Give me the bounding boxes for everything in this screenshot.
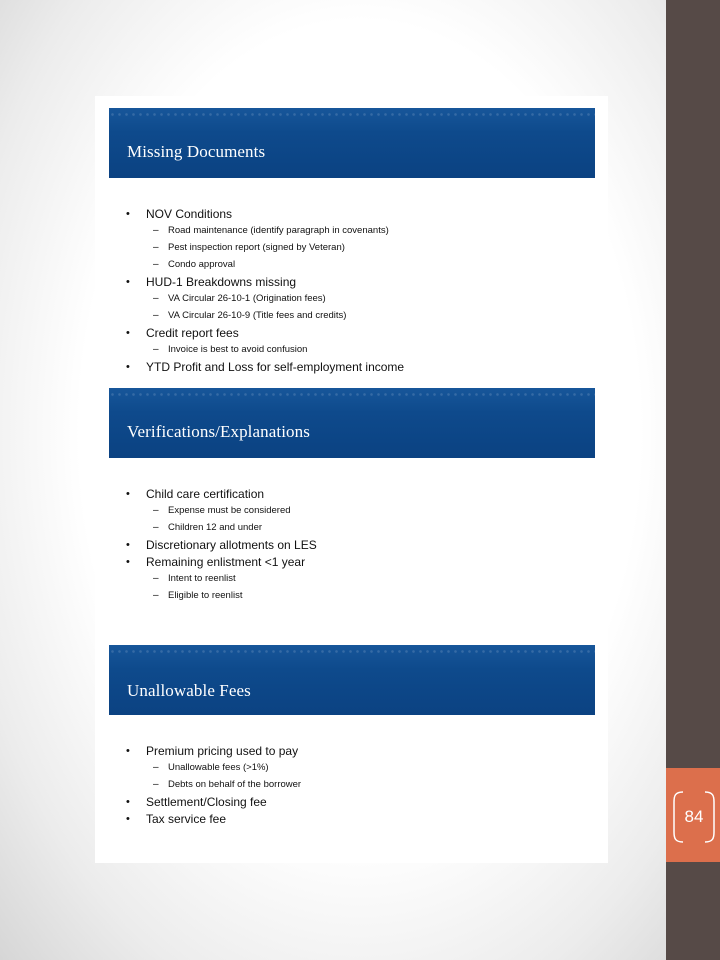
bullet-item: • YTD Profit and Loss for self-employment income <box>126 360 404 377</box>
bullet-item: • Tax service fee <box>126 812 301 829</box>
bullet-item: • Child care certification <box>126 487 317 504</box>
sub-bullet-item: – VA Circular 26-10-1 (Origination fees) <box>126 292 404 309</box>
sub-bullet-item: – Children 12 and under <box>126 521 317 538</box>
section-header-unallowable-fees <box>109 645 595 715</box>
sub-bullet-item: – Expense must be considered <box>126 504 317 521</box>
bullet-list-missing-documents <box>126 207 404 377</box>
sub-bullet-item: – Intent to reenlist <box>126 572 317 589</box>
bullet-item: • NOV Conditions <box>126 207 404 224</box>
sub-bullet-item: – Invoice is best to avoid confusion <box>126 343 404 360</box>
bullet-list-unallowable-fees <box>126 744 301 829</box>
sub-bullet-item: – Road maintenance (identify paragraph in covenants) <box>126 224 404 241</box>
bullet-item: • Remaining enlistment <1 year <box>126 555 317 572</box>
bullet-item: • Discretionary allotments on LES <box>126 538 317 555</box>
section-title: Unallowable Fees <box>127 681 251 700</box>
sub-bullet-item: – VA Circular 26-10-9 (Title fees and credits) <box>126 309 404 326</box>
sub-bullet-item: – Pest inspection report (signed by Veteran) <box>126 241 404 258</box>
section-title: Missing Documents <box>127 142 266 161</box>
section-title: Verifications/Explanations <box>127 422 310 441</box>
bullet-item: • Credit report fees <box>126 326 404 343</box>
sub-bullet-item: – Unallowable fees (>1%) <box>126 761 301 778</box>
sub-bullet-item: – Condo approval <box>126 258 404 275</box>
bullet-item: • HUD-1 Breakdowns missing <box>126 275 404 292</box>
sub-bullet-item: – Debts on behalf of the borrower <box>126 778 301 795</box>
bullet-item: • Premium pricing used to pay <box>126 744 301 761</box>
sub-bullet-item: – Eligible to reenlist <box>126 589 317 606</box>
section-header-verifications <box>109 388 595 458</box>
bullet-list-verifications <box>126 487 317 606</box>
section-header-missing-documents <box>109 108 595 178</box>
bullet-item: • Settlement/Closing fee <box>126 795 301 812</box>
page-number: 84 <box>684 807 704 826</box>
